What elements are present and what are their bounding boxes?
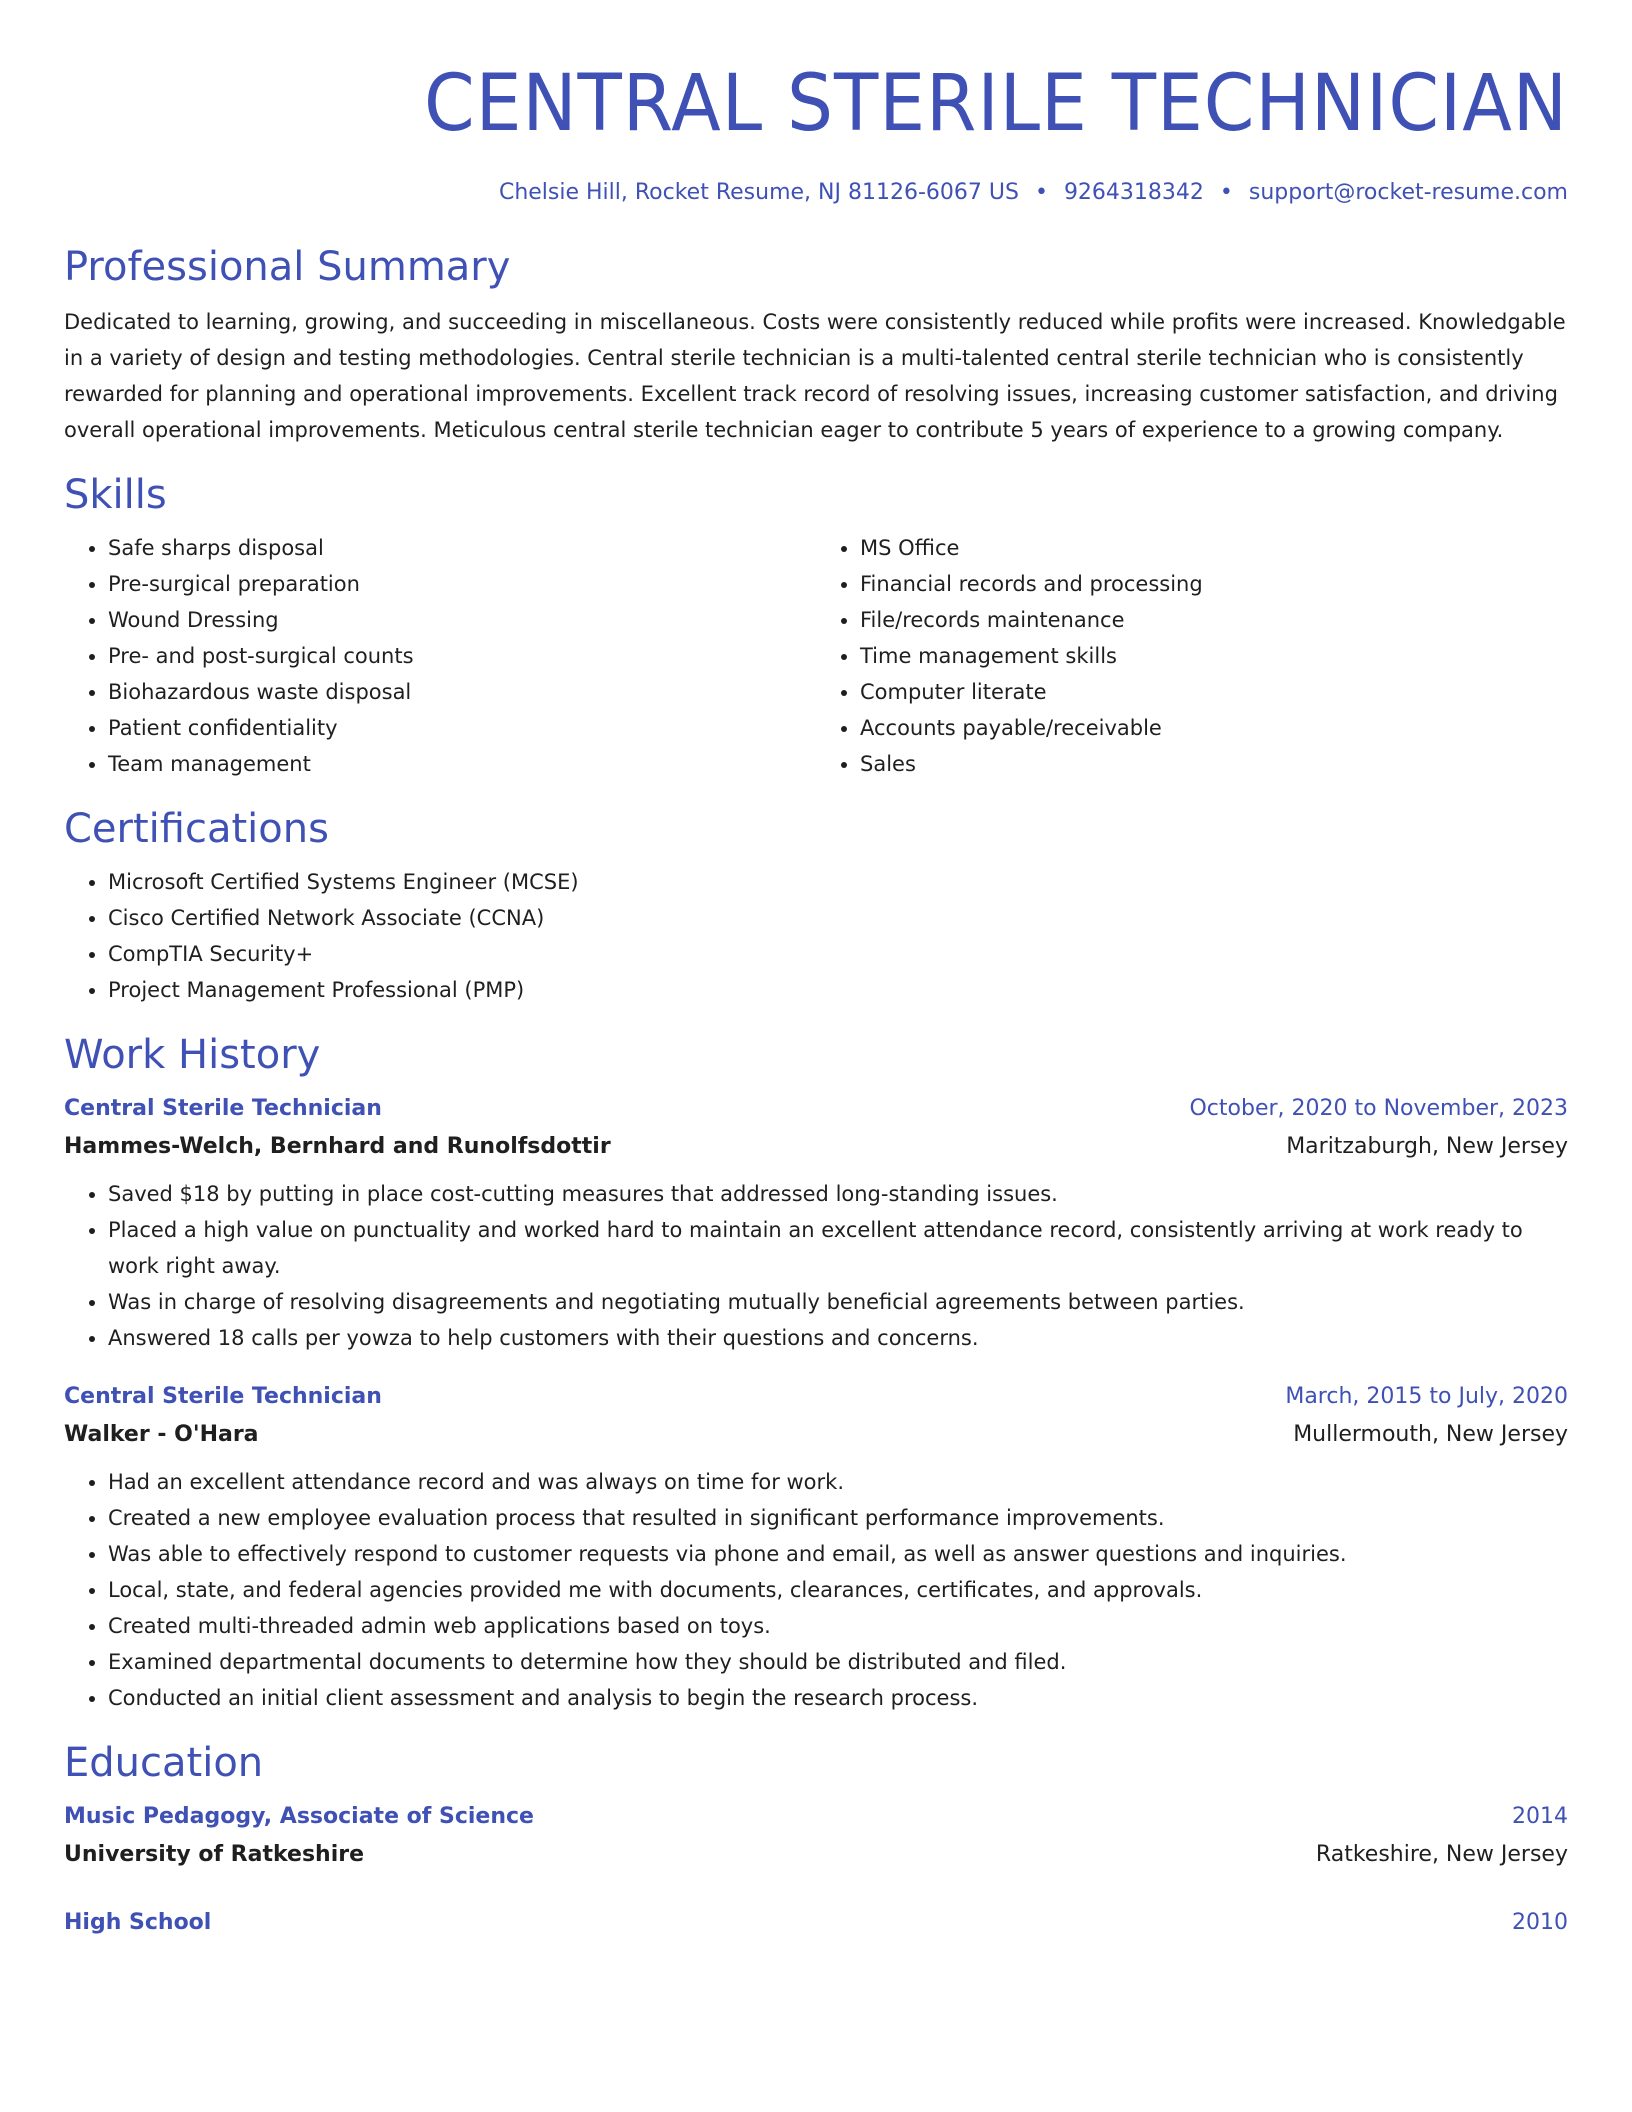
job-title: Central Sterile Technician	[64, 1096, 382, 1121]
job-bullet: • Was able to effectively respond to customer requests via phone and email, as well as answer questions and inquiries.	[108, 1536, 1568, 1572]
job-location: Maritzaburgh, New Jersey	[1286, 1134, 1568, 1159]
section-heading: Education	[64, 1740, 264, 1786]
job-title-row	[64, 1090, 1568, 1128]
skill-item: • Accounts payable/receivable	[860, 710, 1568, 746]
skill-item: • Pre- and post-surgical counts	[108, 638, 816, 674]
work-history-section	[64, 1030, 1568, 1716]
contact-phone: 9264318342	[1063, 180, 1204, 205]
skill-item: • Team management	[108, 746, 816, 782]
job-bullet: • Examined departmental documents to determine how they should be distributed and filed.	[108, 1644, 1568, 1680]
section-heading: Certifications	[64, 806, 329, 852]
skill-item: • Financial records and processing	[860, 566, 1568, 602]
skills-list-right	[816, 530, 1568, 782]
education-year: 2010	[1512, 1910, 1568, 1935]
job-bullet: • Created a new employee evaluation process that resulted in significant performance improvements.	[108, 1500, 1568, 1536]
skill-item: • Safe sharps disposal	[108, 530, 816, 566]
job-entry	[64, 1090, 1568, 1356]
education-year: 2014	[1512, 1804, 1568, 1829]
job-title: Central Sterile Technician	[64, 1384, 382, 1409]
skill-item: • Patient confidentiality	[108, 710, 816, 746]
skills-section	[64, 470, 1568, 782]
resume-title: CENTRAL STERILE TECHNICIAN	[423, 59, 1568, 149]
skill-item: • File/records maintenance	[860, 602, 1568, 638]
job-bullets	[64, 1464, 1568, 1716]
job-company: Hammes-Welch, Bernhard and Runolfsdottir	[64, 1134, 611, 1159]
certification-item: • Microsoft Certified Systems Engineer (MCSE)	[108, 864, 1568, 900]
section-heading: Work History	[64, 1032, 321, 1078]
section-heading: Skills	[64, 472, 167, 518]
job-dates: March, 2015 to July, 2020	[1285, 1384, 1568, 1409]
job-bullets	[64, 1176, 1568, 1356]
education-degree: High School	[64, 1910, 212, 1935]
skill-item: • Time management skills	[860, 638, 1568, 674]
certification-item: • Cisco Certified Network Associate (CCNA)	[108, 900, 1568, 936]
skills-columns	[64, 520, 1568, 782]
summary-text: Dedicated to learning, growing, and succeeding in miscellaneous. Costs were consistently reduced while profits were increased. Knowledgable in a variety of design and testing methodologies. Central sterile technician is a multi-talented central sterile technician who is consistently rewarded for planning and operational improvements. Excellent track record of resolving issues, increasing customer satisfaction, and driving overall operational improvements. Meticulous central sterile technician eager to contribute 5 years of experience to a growing company.	[64, 310, 1566, 442]
education-location: Ratkeshire, New Jersey	[1315, 1842, 1568, 1867]
education-section	[64, 1738, 1568, 1942]
contact-address: Chelsie Hill, Rocket Resume, NJ 81126-6067 US	[498, 180, 1019, 205]
skill-item: • Wound Dressing	[108, 602, 816, 638]
skill-item: • MS Office	[860, 530, 1568, 566]
certification-item: • CompTIA Security+	[108, 936, 1568, 972]
job-bullet: • Placed a high value on punctuality and worked hard to maintain an excellent attendance record, consistently arriving at work ready to work right away.	[108, 1212, 1568, 1284]
education-degree-row	[64, 1904, 1568, 1942]
contact-email: support@rocket-resume.com	[1248, 180, 1568, 205]
contact-separator: •	[1034, 180, 1048, 205]
education-entry	[64, 1798, 1568, 1874]
professional-summary-section	[64, 242, 1568, 448]
skill-item: • Pre-surgical preparation	[108, 566, 816, 602]
job-entry	[64, 1378, 1568, 1716]
job-company-row	[64, 1416, 1568, 1454]
job-bullet: • Was in charge of resolving disagreements and negotiating mutually beneficial agreements between parties.	[108, 1284, 1568, 1320]
education-degree-row	[64, 1798, 1568, 1836]
contact-separator: •	[1219, 180, 1233, 205]
job-company-row	[64, 1128, 1568, 1166]
education-degree: Music Pedagogy, Associate of Science	[64, 1804, 534, 1829]
certifications-list	[64, 864, 1568, 1008]
education-school-row	[64, 1836, 1568, 1874]
job-location: Mullermouth, New Jersey	[1293, 1422, 1568, 1447]
job-bullet: • Local, state, and federal agencies provided me with documents, clearances, certificates, and approvals.	[108, 1572, 1568, 1608]
contact-line	[64, 178, 1568, 208]
certifications-section	[64, 804, 1568, 1008]
skill-item: • Biohazardous waste disposal	[108, 674, 816, 710]
job-title-row	[64, 1378, 1568, 1416]
skills-list-left	[64, 530, 816, 782]
job-bullet: • Answered 18 calls per yowza to help customers with their questions and concerns.	[108, 1320, 1568, 1356]
job-bullet: • Created multi-threaded admin web applications based on toys.	[108, 1608, 1568, 1644]
resume-header	[64, 0, 1568, 208]
job-company: Walker - O'Hara	[64, 1422, 259, 1447]
job-bullet: • Had an excellent attendance record and was always on time for work.	[108, 1464, 1568, 1500]
section-heading: Professional Summary	[64, 244, 511, 290]
skill-item: • Computer literate	[860, 674, 1568, 710]
education-entry	[64, 1904, 1568, 1942]
job-dates: October, 2020 to November, 2023	[1189, 1096, 1568, 1121]
job-bullet: • Conducted an initial client assessment and analysis to begin the research process.	[108, 1680, 1568, 1716]
job-bullet: • Saved $18 by putting in place cost-cutting measures that addressed long-standing issues.	[108, 1176, 1568, 1212]
certification-item: • Project Management Professional (PMP)	[108, 972, 1568, 1008]
education-school: University of Ratkeshire	[64, 1842, 365, 1867]
skill-item: • Sales	[860, 746, 1568, 782]
